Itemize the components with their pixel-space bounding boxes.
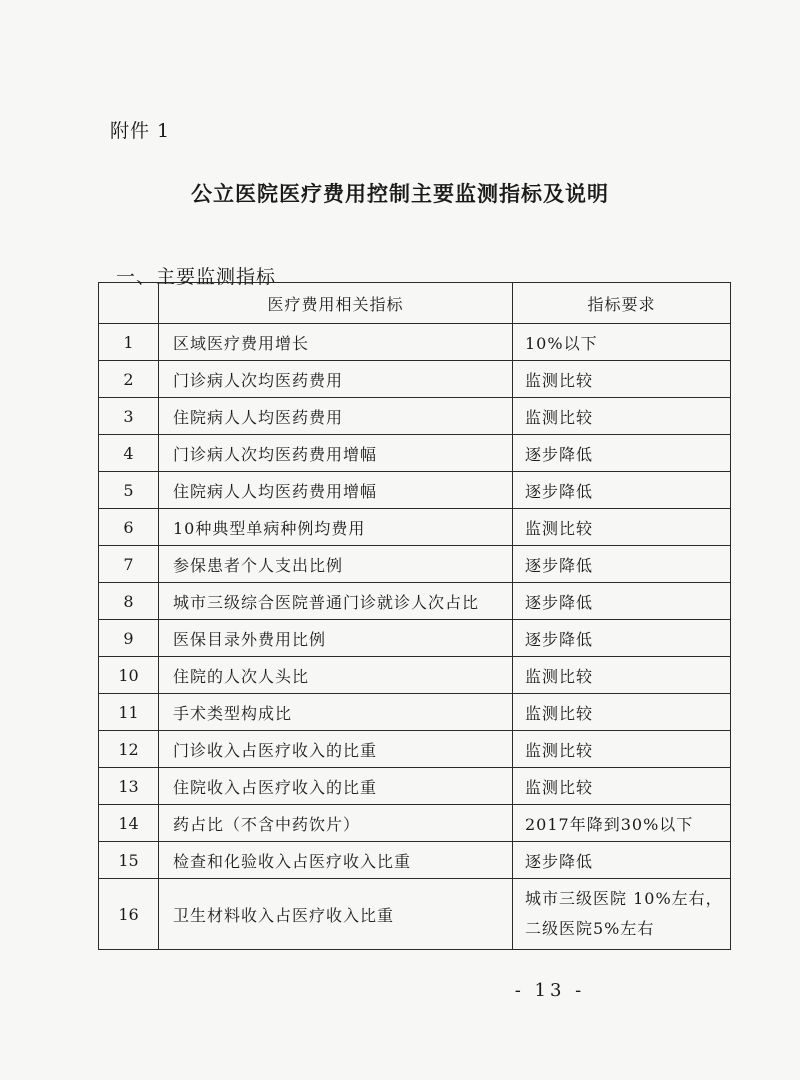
table-row — [99, 805, 731, 842]
row-number: 3 — [99, 398, 159, 435]
header-number — [99, 283, 159, 324]
row-indicator: 城市三级综合医院普通门诊就诊人次占比 — [159, 583, 513, 620]
row-indicator: 医保目录外费用比例 — [159, 620, 513, 657]
row-number: 4 — [99, 435, 159, 472]
row-indicator: 住院病人人均医药费用增幅 — [159, 472, 513, 509]
row-indicator: 住院病人人均医药费用 — [159, 398, 513, 435]
table-row — [99, 731, 731, 768]
row-number: 9 — [99, 620, 159, 657]
row-requirement: 10%以下 — [513, 324, 731, 361]
section-heading: 一、主要监测指标 — [116, 266, 277, 288]
table-row — [99, 879, 731, 950]
row-requirement: 2017年降到30%以下 — [513, 805, 731, 842]
row-indicator: 药占比（不含中药饮片） — [159, 805, 513, 842]
row-indicator: 手术类型构成比 — [159, 694, 513, 731]
row-number: 12 — [99, 731, 159, 768]
row-requirement: 监测比较 — [513, 361, 731, 398]
table-row — [99, 398, 731, 435]
row-number: 16 — [99, 879, 159, 950]
row-indicator: 区域医疗费用增长 — [159, 324, 513, 361]
row-requirement: 监测比较 — [513, 398, 731, 435]
row-number: 5 — [99, 472, 159, 509]
row-requirement: 逐步降低 — [513, 842, 731, 879]
table-row — [99, 842, 731, 879]
row-indicator: 住院的人次人头比 — [159, 657, 513, 694]
row-indicator: 10种典型单病种例均费用 — [159, 509, 513, 546]
header-indicator: 医疗费用相关指标 — [159, 283, 513, 324]
row-requirement: 监测比较 — [513, 768, 731, 805]
table-row — [99, 472, 731, 509]
table-header-row — [99, 283, 731, 324]
row-requirement: 逐步降低 — [513, 620, 731, 657]
row-requirement: 监测比较 — [513, 509, 731, 546]
header-requirement: 指标要求 — [513, 283, 731, 324]
row-number: 11 — [99, 694, 159, 731]
row-indicator: 参保患者个人支出比例 — [159, 546, 513, 583]
table-row — [99, 509, 731, 546]
row-requirement: 逐步降低 — [513, 472, 731, 509]
table-body — [99, 324, 731, 950]
table-row — [99, 324, 731, 361]
document-title: 公立医院医疗费用控制主要监测指标及说明 — [191, 182, 609, 206]
attachment-label: 附件 1 — [110, 120, 171, 142]
table-row — [99, 546, 731, 583]
row-indicator: 检查和化验收入占医疗收入比重 — [159, 842, 513, 879]
table-row — [99, 620, 731, 657]
table-row — [99, 657, 731, 694]
row-number: 15 — [99, 842, 159, 879]
row-indicator: 门诊病人次均医药费用增幅 — [159, 435, 513, 472]
table-row — [99, 694, 731, 731]
row-number: 8 — [99, 583, 159, 620]
table-row — [99, 361, 731, 398]
row-requirement: 逐步降低 — [513, 546, 731, 583]
table-row — [99, 435, 731, 472]
row-requirement: 监测比较 — [513, 731, 731, 768]
row-requirement: 监测比较 — [513, 657, 731, 694]
page-number: - 13 - — [514, 980, 586, 1001]
table-row — [99, 583, 731, 620]
row-number: 1 — [99, 324, 159, 361]
table-row — [99, 768, 731, 805]
row-number: 14 — [99, 805, 159, 842]
row-number: 10 — [99, 657, 159, 694]
row-requirement: 监测比较 — [513, 694, 731, 731]
row-indicator: 卫生材料收入占医疗收入比重 — [159, 879, 513, 950]
indicators-table-container — [98, 282, 730, 950]
row-requirement: 逐步降低 — [513, 583, 731, 620]
row-number: 6 — [99, 509, 159, 546]
row-number: 2 — [99, 361, 159, 398]
row-number: 13 — [99, 768, 159, 805]
row-indicator: 门诊收入占医疗收入的比重 — [159, 731, 513, 768]
indicators-table — [98, 282, 731, 950]
row-indicator: 门诊病人次均医药费用 — [159, 361, 513, 398]
row-requirement: 城市三级医院 10%左右，二级医院5%左右 — [513, 879, 731, 950]
row-requirement: 逐步降低 — [513, 435, 731, 472]
row-number: 7 — [99, 546, 159, 583]
row-indicator: 住院收入占医疗收入的比重 — [159, 768, 513, 805]
